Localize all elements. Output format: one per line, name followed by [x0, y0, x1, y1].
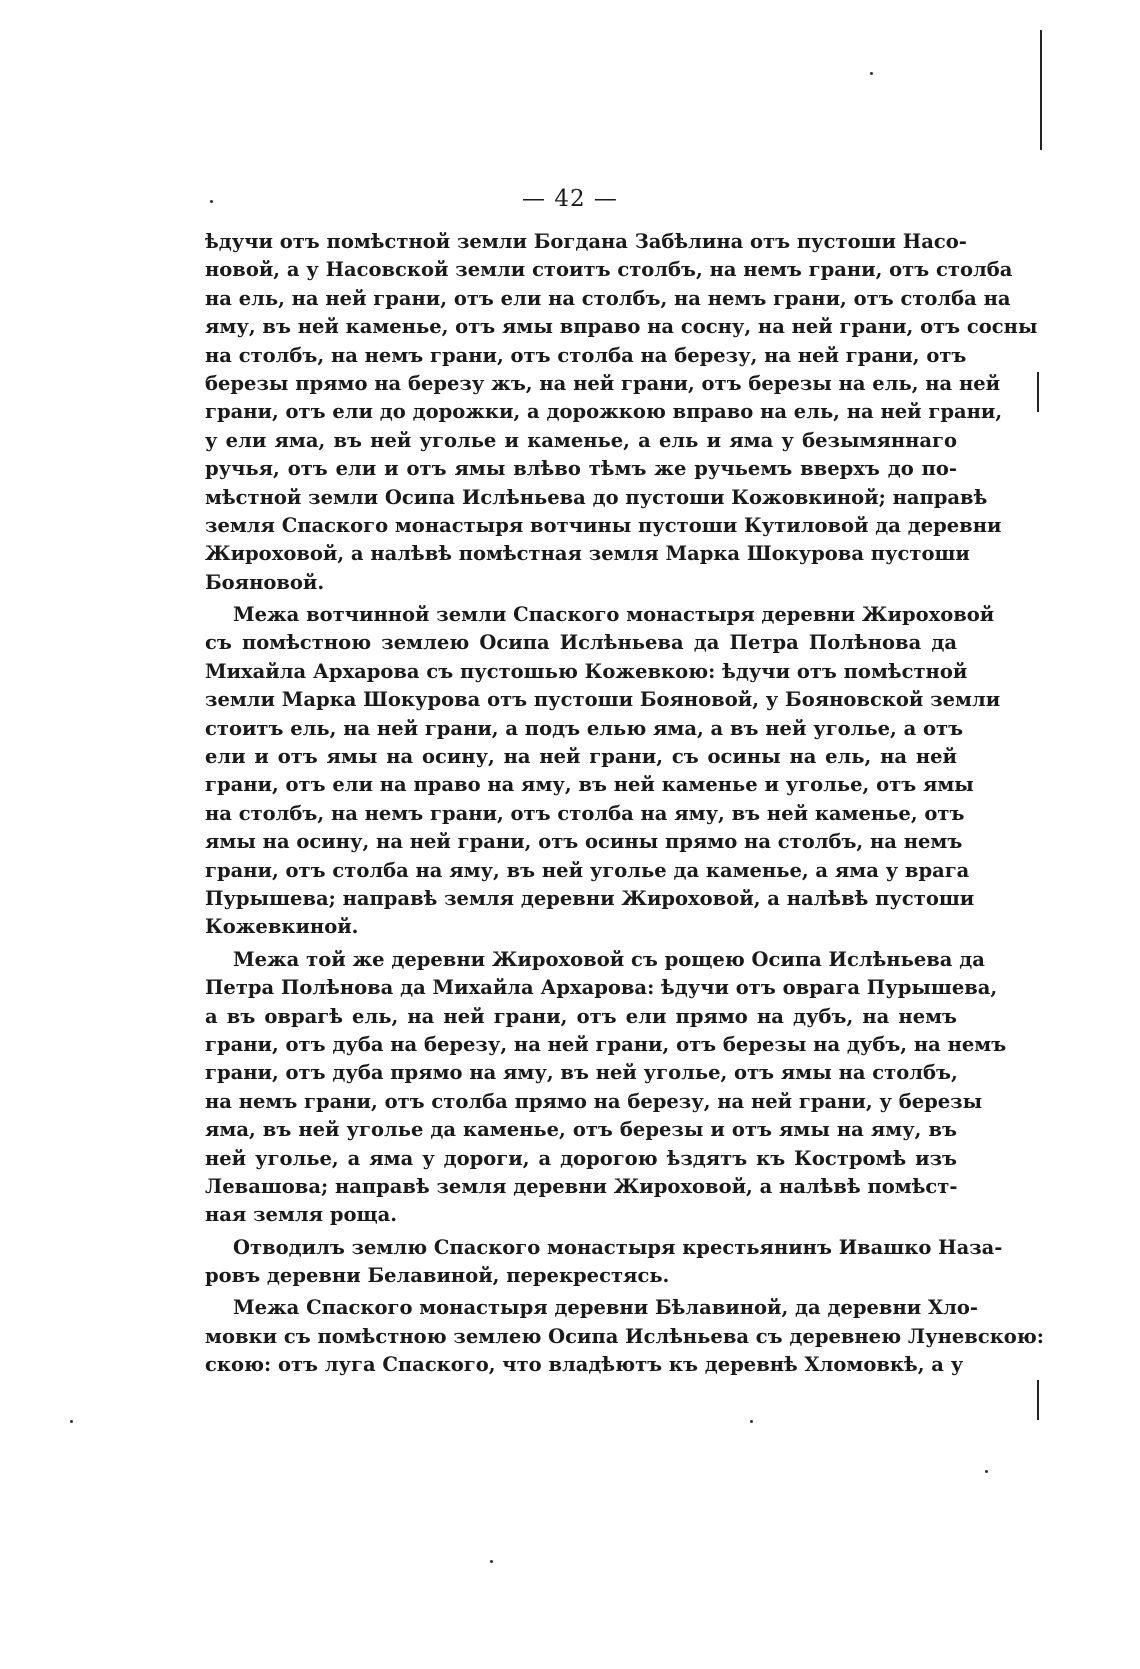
- text-line: мѣстной земли Осипа Ислѣньева до пустоши Кожовкиной; направѣ: [205, 485, 988, 509]
- text-line: Пурышева; направѣ земля деревни Жироховой, а налѣвѣ пустоши: [205, 886, 975, 910]
- text-line: на ель, на ней грани, отъ ели на столбъ, на немъ грани, отъ столба на: [205, 286, 1011, 310]
- text-line: грани, отъ дуба прямо на яму, въ ней уголье, отъ ямы на столбъ,: [205, 1061, 958, 1085]
- body-text: [205, 228, 1044, 1380]
- text-line: яма, въ ней уголье да каменье, отъ березы и отъ ямы на яму, въ: [205, 1118, 957, 1142]
- paragraph-4: [205, 1234, 1003, 1291]
- paragraph-3: [205, 946, 1007, 1230]
- paragraph-1: [205, 228, 1038, 597]
- text-line: земли Марка Шокурова отъ пустоши Бояновой, у Бояновской земли: [205, 688, 1001, 712]
- text-line: земля Спаского монастыря вотчины пустоши Кутиловой да деревни: [205, 513, 1002, 537]
- scan-edge-mark: [1037, 372, 1039, 412]
- text-line: на столбъ, на немъ грани, отъ столба на березу, на ней грани, отъ: [205, 343, 967, 367]
- text-line: мовки съ помѣстною землею Осипа Ислѣньева съ деревнею Луневскою:: [205, 1324, 1044, 1348]
- text-line: Петра Полѣнова да Михайла Архарова: ѣдучи отъ оврага Пурышева,: [205, 976, 998, 1000]
- text-line: на столбъ, на немъ грани, отъ столба на яму, въ ней каменье, отъ: [205, 801, 965, 825]
- page-number: — 42 —: [522, 186, 618, 212]
- scan-edge-mark: [1037, 1380, 1039, 1420]
- text-line: грани, отъ дуба на березу, на ней грани, отъ березы на дубъ, на немъ: [205, 1032, 1007, 1056]
- text-line: ямы на осину, на ней грани, отъ осины прямо на столбъ, на немъ: [205, 830, 963, 854]
- text-line: Бояновой.: [205, 570, 325, 594]
- text-line: Жироховой, а налѣвѣ помѣстная земля Марка Шокурова пустоши: [205, 542, 970, 566]
- scan-speck: [70, 1420, 73, 1423]
- text-line: ѣдучи отъ помѣстной земли Богдана Забѣлина отъ пустоши Насо-: [205, 230, 967, 253]
- text-line: Отводилъ землю Спаского монастыря крестьянинъ Ивашко Наза-: [233, 1235, 1003, 1259]
- text-line: грани, отъ ели на право на яму, въ ней каменье и уголье, отъ ямы: [205, 773, 974, 797]
- text-line: скою: отъ луга Спаского, что владѣютъ къ деревнѣ Хломовкѣ, а у: [205, 1353, 964, 1377]
- text-line: яму, въ ней каменье, отъ ямы вправо на сосну, на ней грани, отъ сосны: [205, 315, 1038, 339]
- text-line: на немъ грани, отъ столба прямо на березу, на ней грани, у березы: [205, 1089, 983, 1113]
- scan-edge-line: [1040, 30, 1042, 150]
- text-line: а въ оврагѣ ель, на ней грани, отъ ели прямо на дубъ, на немъ: [205, 1004, 957, 1028]
- text-line: Межа вотчинной земли Спаского монастыря деревни Жироховой: [233, 603, 995, 627]
- text-line: грани, отъ ели до дорожки, а дорожкою вправо на ель, на ней грани,: [205, 400, 1003, 424]
- text-line: ная земля роща.: [205, 1203, 398, 1227]
- text-line: Михайла Архарова съ пустошью Кожевкою: ѣдучи отъ помѣстной: [205, 659, 968, 683]
- text-line: стоитъ ель, на ней грани, а подъ елью яма, а въ ней уголье, а отъ: [205, 716, 964, 740]
- text-line: съ помѣстною землею Осипа Ислѣньева да Петра Полѣнова да: [205, 631, 957, 655]
- text-line: у ели яма, въ ней уголье и каменье, а ель и яма у безымяннаго: [205, 428, 957, 452]
- text-line: Левашова; направѣ земля деревни Жироховой, а налѣвѣ помѣст-: [205, 1174, 958, 1198]
- text-line: ручья, отъ ели и отъ ямы влѣво тѣмъ же ручьемъ вверхъ до по-: [205, 457, 957, 481]
- text-line: березы прямо на березу жъ, на ней грани, отъ березы на ель, на ней: [205, 371, 1001, 395]
- paragraph-2: [205, 601, 1001, 942]
- scan-speck: [985, 1470, 988, 1473]
- text-line: ней уголье, а яма у дороги, а дорогою ѣздятъ къ Костромѣ изъ: [205, 1146, 957, 1170]
- paragraph-5: [205, 1294, 1044, 1379]
- text-line: Межа Спаского монастыря деревни Бѣлавиной, да деревни Хло-: [233, 1296, 978, 1320]
- text-line: грани, отъ столба на яму, въ ней уголье да каменье, а яма у врага: [205, 858, 970, 882]
- text-line: Кожевкиной.: [205, 915, 359, 939]
- text-line: ровъ деревни Белавиной, перекрестясь.: [205, 1264, 670, 1288]
- text-line: Межа той же деревни Жироховой съ рощею Осипа Ислѣньева да: [233, 947, 985, 971]
- scan-speck: [490, 1560, 493, 1563]
- scan-speck: [870, 72, 873, 75]
- scan-speck: [750, 1420, 753, 1423]
- text-line: ели и отъ ямы на осину, на ней грани, съ осины на ель, на ней: [205, 745, 957, 769]
- text-line: новой, а у Насовской земли стоитъ столбъ, на немъ грани, отъ столба: [205, 258, 1013, 282]
